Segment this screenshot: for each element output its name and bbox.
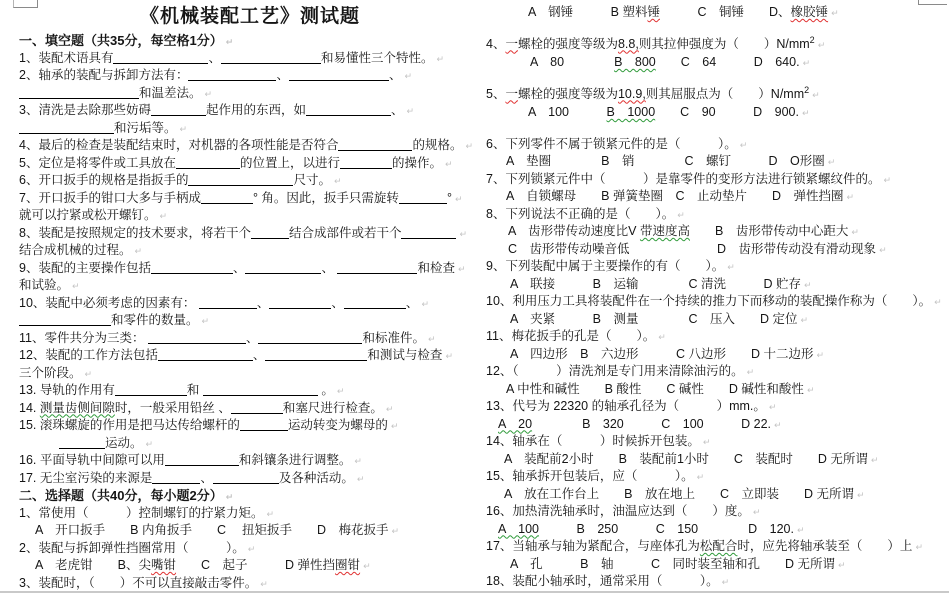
text-run: A 开口扳手 B 内角扳手 C 扭矩扳手 D 梅花扳手: [35, 523, 389, 537]
paragraph-mark-icon: ↵: [406, 106, 415, 116]
fill-in-blank-underline: [306, 102, 391, 116]
paragraph-mark-icon: ↵: [727, 262, 735, 272]
doc-line: [19, 505, 481, 523]
doc-line: [486, 293, 949, 311]
paragraph-mark-icon: ↵: [204, 88, 213, 99]
doc-line: [19, 67, 481, 85]
section-heading: [19, 487, 481, 505]
doc-line: [19, 365, 481, 383]
text-run: 14、轴承在（ ）时候拆开包装。: [486, 434, 700, 448]
doc-line: [486, 486, 949, 504]
text-run: 的规格。: [412, 138, 463, 152]
text-run: 和温差法。: [139, 85, 202, 100]
text-run: 、: [232, 260, 246, 275]
text-run: A 夹紧 B 测量 C 压入 D 定位: [510, 311, 798, 326]
fill-in-blank-underline: [59, 435, 105, 449]
paragraph-mark-icon: ↵: [677, 209, 685, 220]
text-run: 及各种活动。: [278, 470, 354, 485]
doc-line: [486, 82, 949, 100]
paragraph-mark-icon: ↵: [266, 508, 274, 519]
doc-line: [19, 155, 481, 173]
text-run: 起作用的东西，如: [205, 103, 306, 117]
page-title: 《机械装配工艺》测试题: [139, 6, 360, 27]
text-run: 和易懂性三个特性。: [320, 50, 434, 65]
doc-line: [19, 85, 481, 103]
paragraph-mark-icon: ↵: [857, 489, 865, 500]
text-run: 运动转变为螺母的: [287, 418, 388, 432]
doc-line: [19, 120, 481, 138]
text-run: 就可以拧紧或松开螺钉。: [19, 208, 157, 222]
paragraph-mark-icon: ↵: [752, 507, 761, 517]
text-run: 和检查: [417, 260, 455, 275]
fill-in-blank-underline: [203, 382, 318, 396]
fill-in-blank-underline: [269, 295, 331, 309]
paragraph-mark-icon: ↵: [391, 526, 400, 536]
text-run: ° 角。因此，扳手只需旋转: [252, 190, 399, 205]
left-column: [19, 0, 481, 592]
text-run: 7、开口扳手的钳口大多与手柄成: [19, 190, 201, 205]
doc-line: [19, 400, 481, 418]
spellcheck-flagged-text: B 800: [614, 55, 656, 69]
fill-in-blank-underline: [188, 67, 276, 81]
paragraph-mark-icon: ↵: [817, 39, 826, 50]
text-run: B 齿形带传动中心距大: [689, 224, 849, 238]
text-run: C 铜锤 D、: [659, 5, 791, 19]
text-run: A 垫圈 B 销 C 螺钉 D O形圈: [506, 154, 825, 168]
paragraph-mark-icon: ↵: [915, 542, 923, 552]
doc-line: [486, 363, 949, 381]
fill-in-blank-underline: [151, 102, 206, 116]
text-run: °: [446, 190, 452, 205]
paragraph-mark-icon: ↵: [225, 492, 234, 502]
paragraph-mark-icon: ↵: [721, 577, 730, 587]
fill-in-blank-underline: [165, 452, 239, 466]
text-run: 3、清洗是去除那些妨碍: [19, 103, 151, 117]
text-run: 17. 无尘室污染的来源是: [19, 470, 153, 485]
paragraph-mark-icon: ↵: [72, 281, 80, 291]
doc-line: [486, 346, 949, 364]
doc-line: [486, 381, 949, 399]
doc-line: [19, 225, 481, 243]
fill-in-blank-underline: [152, 470, 200, 484]
text-run: A 80: [530, 55, 615, 69]
fill-in-blank-underline: [265, 347, 367, 361]
text-run: 2、装配与拆卸弹性挡圈常用（ ）。: [19, 540, 245, 555]
paragraph-mark-icon: ↵: [465, 141, 474, 151]
text-run: 11、零件共分为三类：: [19, 330, 148, 345]
text-run: 的操作。: [391, 155, 442, 170]
text-run: A 装配前2小时 B 装配前1小时 C 装配时 D 无所谓: [504, 451, 868, 466]
text-run: A 100: [528, 105, 607, 119]
left-column-lines: [19, 32, 481, 592]
text-run: 和试验。: [19, 278, 70, 292]
doc-line: [486, 32, 949, 50]
text-run: 和测试与检查: [367, 348, 443, 362]
doc-line: [486, 104, 949, 122]
text-run: 和零件的数量。: [111, 313, 199, 327]
spellcheck-flagged-text: 橡胶锤: [790, 5, 829, 19]
text-run: 、: [256, 295, 270, 310]
fill-in-blank-underline: [289, 67, 389, 81]
text-run: 18、装配小轴承时，通常采用（ ）。: [486, 574, 719, 588]
paragraph-mark-icon: ↵: [385, 403, 394, 414]
text-run: 12、（ ）清洗剂是专门用来清除油污的。: [486, 364, 744, 378]
doc-line: [486, 433, 949, 451]
paragraph-mark-icon: ↵: [883, 174, 892, 185]
text-run: C 起子 D 弹性挡: [176, 558, 336, 572]
superscript-text: 2: [804, 84, 810, 95]
text-run: A 放在工作台上 B 放在地上 C 立即装 D 无所谓: [504, 486, 855, 501]
text-run: 15、轴承拆开包装后，应（ ）。: [486, 469, 694, 483]
fill-in-blank-underline: [231, 400, 283, 414]
paragraph-mark-icon: ↵: [84, 368, 93, 379]
text-run: 、: [208, 50, 221, 65]
text-run: A 钢锤 B 塑料: [528, 5, 648, 19]
paragraph-mark-icon: ↵: [831, 8, 839, 18]
text-run: C 齿形带传动噪音低 D 齿形带传动没有滑动现象: [508, 241, 877, 256]
spellcheck-flagged-text: 测量齿侧间隙: [39, 400, 115, 415]
paragraph-mark-icon: ↵: [363, 561, 371, 571]
doc-line: [486, 276, 949, 294]
text-run: 6、开口扳手的规格是指扳手的: [19, 173, 189, 187]
text-run: 1、常使用（ ）控制螺钉的拧紧力矩。: [19, 505, 264, 520]
doc-line: [486, 188, 949, 206]
fill-in-blank-underline: [19, 120, 114, 134]
paragraph-mark-icon: ↵: [816, 349, 825, 360]
paragraph-mark-icon: ↵: [260, 578, 268, 589]
doc-line: [486, 54, 949, 72]
doc-line: [19, 137, 481, 155]
text-run: 5、: [486, 86, 506, 101]
doc-line: [486, 451, 949, 469]
text-run: 、: [321, 260, 338, 275]
text-run: 。: [317, 383, 334, 397]
text-run: 的位置上，以进行: [239, 155, 340, 170]
text-run: 、: [252, 348, 266, 362]
fill-in-blank-underline: [113, 50, 208, 64]
doc-line: [19, 557, 481, 575]
doc-line: [19, 382, 481, 400]
doc-line: [19, 435, 481, 453]
paragraph-mark-icon: ↵: [658, 332, 666, 342]
paragraph-mark-icon: ↵: [436, 53, 445, 64]
text-run: A 自锁螺母 B 弹簧垫圈 C 止动垫片 D 弹性挡圈: [506, 189, 844, 203]
spellcheck-flagged-text: 松配合: [699, 539, 738, 553]
text-run: 二、选择题（共40分，每小题2分）: [19, 488, 223, 503]
fill-in-blank-underline: [399, 190, 447, 204]
paragraph-mark-icon: ↵: [812, 89, 820, 100]
text-run: 9、下列装配中属于主要操作的有（ ）。: [486, 259, 725, 273]
doc-line: [486, 503, 949, 521]
text-run: 时，应先将轴承装至（ ）上: [737, 539, 913, 553]
section-heading: [19, 32, 481, 50]
text-run: A 孔 B 轴 C 同时装至轴和孔 D 无所谓: [510, 556, 836, 571]
paragraph-mark-icon: ↵: [827, 157, 836, 167]
paragraph-mark-icon: ↵: [454, 193, 463, 204]
paragraph-mark-icon: ↵: [702, 437, 711, 447]
paragraph-mark-icon: ↵: [459, 228, 468, 239]
text-run: 结合成机械的过程。: [19, 243, 132, 257]
doc-line: [19, 242, 481, 260]
text-run: 时，一般采用铅丝 、: [114, 400, 231, 415]
doc-line: [486, 556, 949, 574]
fill-in-blank-underline: [148, 330, 246, 344]
fill-in-blank-underline: [201, 190, 253, 204]
text-run: 、: [331, 295, 344, 310]
fill-in-blank-underline: [240, 417, 288, 431]
text-run: 16、加热清洗轴承时，油温应达到（ ）度。: [486, 504, 750, 518]
spellcheck-flagged-text: A 100: [498, 521, 540, 536]
paragraph-mark-icon: ↵: [404, 71, 413, 81]
spellcheck-flagged-text: 一: [505, 36, 518, 51]
text-run: 13、代号为 22320 的轴承孔径为（ ）mm.。: [486, 399, 766, 413]
fill-in-blank-underline: [188, 172, 293, 186]
text-run: 、: [200, 470, 213, 485]
doc-line: [486, 538, 949, 556]
paragraph-mark-icon: ↵: [225, 37, 234, 47]
paragraph-mark-icon: ↵: [934, 297, 942, 307]
doc-line: [486, 241, 949, 259]
doc-line: [19, 522, 481, 540]
paragraph-mark-icon: ↵: [333, 176, 342, 186]
spellcheck-flagged-text: 一: [505, 86, 518, 101]
doc-line: [19, 295, 481, 313]
paragraph-mark-icon: ↵: [179, 123, 188, 134]
text-run: 和斜镶条进行调整。: [238, 453, 352, 467]
paragraph-mark-icon: ↵: [796, 524, 805, 535]
text-run: 、: [245, 330, 259, 345]
doc-line: [486, 136, 949, 154]
text-run: 13. 导轨的作用有: [19, 383, 115, 397]
text-run: 4、最后的检查是装配结束时，对机器的各项性能是否符合: [19, 138, 339, 152]
text-run: 1、装配术语具有: [19, 50, 114, 65]
paragraph-mark-icon: ↵: [802, 58, 811, 68]
fill-in-blank-underline: [401, 225, 456, 239]
fill-in-blank-underline: [213, 470, 279, 484]
text-run: 4、: [486, 36, 506, 51]
paragraph-mark-icon: ↵: [739, 139, 748, 150]
text-run: 5、定位是将零件或工具放在: [19, 155, 176, 170]
paragraph-mark-icon: ↵: [247, 543, 256, 554]
paragraph-mark-icon: ↵: [356, 473, 365, 484]
paragraph-mark-icon: ↵: [444, 158, 453, 169]
fill-in-blank-underline: [221, 50, 321, 64]
spellcheck-flagged-text: 圈钳: [335, 558, 361, 572]
paragraph-mark-icon: ↵: [696, 472, 705, 482]
text-run: A 齿形带传动速度比V: [508, 224, 640, 238]
text-run: C 64 D 640.: [655, 55, 800, 69]
text-run: 3、装配时，（ ）不可以直接敲击零件。: [19, 575, 258, 590]
fill-in-blank-underline: [199, 295, 257, 309]
paragraph-mark-icon: ↵: [774, 419, 782, 430]
text-run: 、: [388, 68, 402, 82]
text-run: 螺栓的强度等级为: [517, 86, 618, 101]
text-run: 、: [276, 68, 289, 82]
spellcheck-flagged-text: A 20: [498, 416, 533, 431]
text-run: A 联接 B 运输 C 清洗 D 贮存: [510, 276, 801, 291]
doc-line: [19, 347, 481, 365]
paragraph-mark-icon: ↵: [445, 351, 453, 361]
doc-line: [486, 468, 949, 486]
doc-line: [486, 206, 949, 224]
paragraph-mark-icon: ↵: [746, 367, 755, 377]
paragraph-mark-icon: ↵: [800, 314, 809, 325]
page-bottom-border: [0, 591, 949, 593]
text-run: 和塞尺进行检查。: [282, 400, 383, 415]
doc-line: [486, 311, 949, 329]
text-run: 11、梅花扳手的孔是（ ）。: [486, 329, 656, 343]
spellcheck-flagged-text: 嘴钳: [151, 558, 177, 572]
right-column: [486, 0, 949, 591]
paragraph-mark-icon: ↵: [336, 386, 345, 396]
paragraph-mark-icon: ↵: [804, 279, 812, 290]
doc-line: [486, 521, 949, 539]
doc-line: [19, 312, 481, 330]
text-run: 17、当轴承与轴为紧配合，与座体孔为: [486, 539, 700, 553]
paragraph-mark-icon: ↵: [851, 227, 859, 237]
doc-line: [19, 50, 481, 68]
text-run: 10、利用压力工具将装配件在一个持续的推力下而移动的装配操作称为（ ）。: [486, 294, 932, 308]
text-run: 、: [405, 295, 419, 310]
paragraph-mark-icon: ↵: [201, 316, 210, 326]
text-run: B 250 C 150 D 120.: [539, 521, 794, 536]
paragraph-mark-icon: ↵: [879, 244, 887, 255]
text-run: C 90 D 900.: [655, 105, 799, 119]
doc-line: [486, 328, 949, 346]
fill-in-blank-underline: [19, 85, 139, 99]
text-run: A 老虎钳 B、尖: [35, 558, 151, 572]
fill-in-blank-underline: [251, 225, 289, 239]
paragraph-mark-icon: ↵: [159, 211, 168, 221]
doc-line: [19, 330, 481, 348]
paragraph-mark-icon: ↵: [354, 456, 362, 466]
spellcheck-flagged-text: 锤: [647, 5, 660, 19]
right-column-lines: [486, 4, 949, 591]
doc-line: [486, 171, 949, 189]
text-run: 12、装配的工作方法包括: [19, 348, 158, 362]
fill-in-blank-underline: [151, 260, 233, 274]
doc-line: [486, 4, 949, 22]
text-run: 8、装配是按照规定的技术要求，将若干个: [19, 225, 251, 240]
text-run: A 中性和碱性 B 酸性 C 碱性 D 碱性和酸性: [506, 381, 804, 396]
doc-line: [486, 573, 949, 591]
text-run: B 320 C 100 D 22.: [532, 416, 772, 431]
spellcheck-flagged-text: 带速度高: [639, 224, 690, 238]
doc-line: [19, 470, 481, 488]
doc-line: [486, 398, 949, 416]
fill-in-blank-underline: [344, 295, 406, 309]
paragraph-mark-icon: ↵: [145, 438, 154, 449]
text-run: 9、装配的主要操作包括: [19, 260, 151, 275]
doc-line: [19, 102, 481, 120]
doc-line: [19, 452, 481, 470]
paragraph-mark-icon: ↵: [846, 192, 855, 202]
fill-in-blank-underline: [176, 155, 240, 169]
text-run: 和标准件。: [362, 330, 425, 345]
paragraph-mark-icon: ↵: [421, 298, 429, 309]
paragraph-mark-icon: ↵: [390, 421, 399, 431]
text-run: A 四边形 B 六边形 C 八边形 D 十二边形: [510, 346, 814, 361]
doc-line: [486, 153, 949, 171]
paragraph-mark-icon: ↵: [806, 384, 815, 395]
text-run: 6、下列零件不属于锁紧元件的是（ ）。: [486, 136, 737, 151]
paragraph-mark-icon: ↵: [768, 402, 777, 412]
text-run: 14.: [19, 400, 40, 415]
doc-line: [486, 223, 949, 241]
doc-line: [486, 258, 949, 276]
doc-line: [486, 416, 949, 434]
superscript-text: 2: [809, 34, 815, 45]
text-run: 16. 平面导轨中间隙可以用: [19, 453, 165, 467]
text-run: 螺栓的强度等级为: [517, 36, 618, 51]
text-run: 三个阶段。: [19, 365, 82, 380]
text-run: 运动。: [105, 435, 143, 450]
paragraph-mark-icon: ↵: [838, 559, 846, 570]
text-run: 2、轴承的装配与拆卸方法有：: [19, 68, 189, 82]
text-run: 则其拉伸强度为（ ）N/mm: [638, 36, 810, 51]
doc-line: [19, 417, 481, 435]
spellcheck-flagged-text: B 1000: [606, 105, 656, 119]
fill-in-blank-underline: [115, 382, 187, 396]
fill-in-blank-underline: [338, 137, 412, 151]
text-run: 和污垢等。: [114, 120, 177, 135]
fill-in-blank-underline: [19, 312, 111, 326]
fill-in-blank-underline: [245, 260, 321, 274]
spellcheck-flagged-text: 10.9,: [617, 86, 646, 101]
text-run: 一、填空题（共35分，每空格1分）: [19, 33, 223, 48]
doc-line: [19, 540, 481, 558]
paragraph-mark-icon: ↵: [801, 108, 810, 118]
paragraph-mark-icon: ↵: [427, 333, 436, 344]
text-run: 则其屈服点为（ ）N/mm: [645, 86, 805, 101]
paragraph-mark-icon: ↵: [134, 246, 143, 256]
fill-in-blank-underline: [258, 330, 362, 344]
text-run: 15. 滚珠螺旋的作用是把马达传给螺杆的: [19, 418, 240, 432]
text-run: 、: [390, 103, 404, 117]
text-run: 结合成部件或若干个: [288, 225, 402, 240]
fill-in-blank-underline: [340, 155, 392, 169]
doc-line: [19, 172, 481, 190]
fill-in-blank-underline: [337, 260, 417, 274]
doc-line: [19, 260, 481, 278]
text-run: 和: [186, 383, 203, 397]
text-run: 8、下列说法不正确的是（ ）。: [486, 206, 675, 221]
paragraph-mark-icon: ↵: [457, 263, 466, 274]
paragraph-mark-icon: ↵: [870, 454, 879, 465]
doc-line: [19, 190, 481, 208]
spellcheck-flagged-text: 8.8,: [617, 36, 639, 51]
doc-line: [19, 207, 481, 225]
text-run: 尺寸。: [293, 173, 331, 187]
text-run: 10、装配中必须考虑的因素有：: [19, 295, 199, 310]
text-run: 7、下列锁紧元件中（ ）是靠零件的变形方法进行锁紧螺纹件的。: [486, 171, 881, 186]
doc-line: [19, 575, 481, 593]
doc-line: [19, 277, 481, 295]
fill-in-blank-underline: [158, 347, 253, 361]
